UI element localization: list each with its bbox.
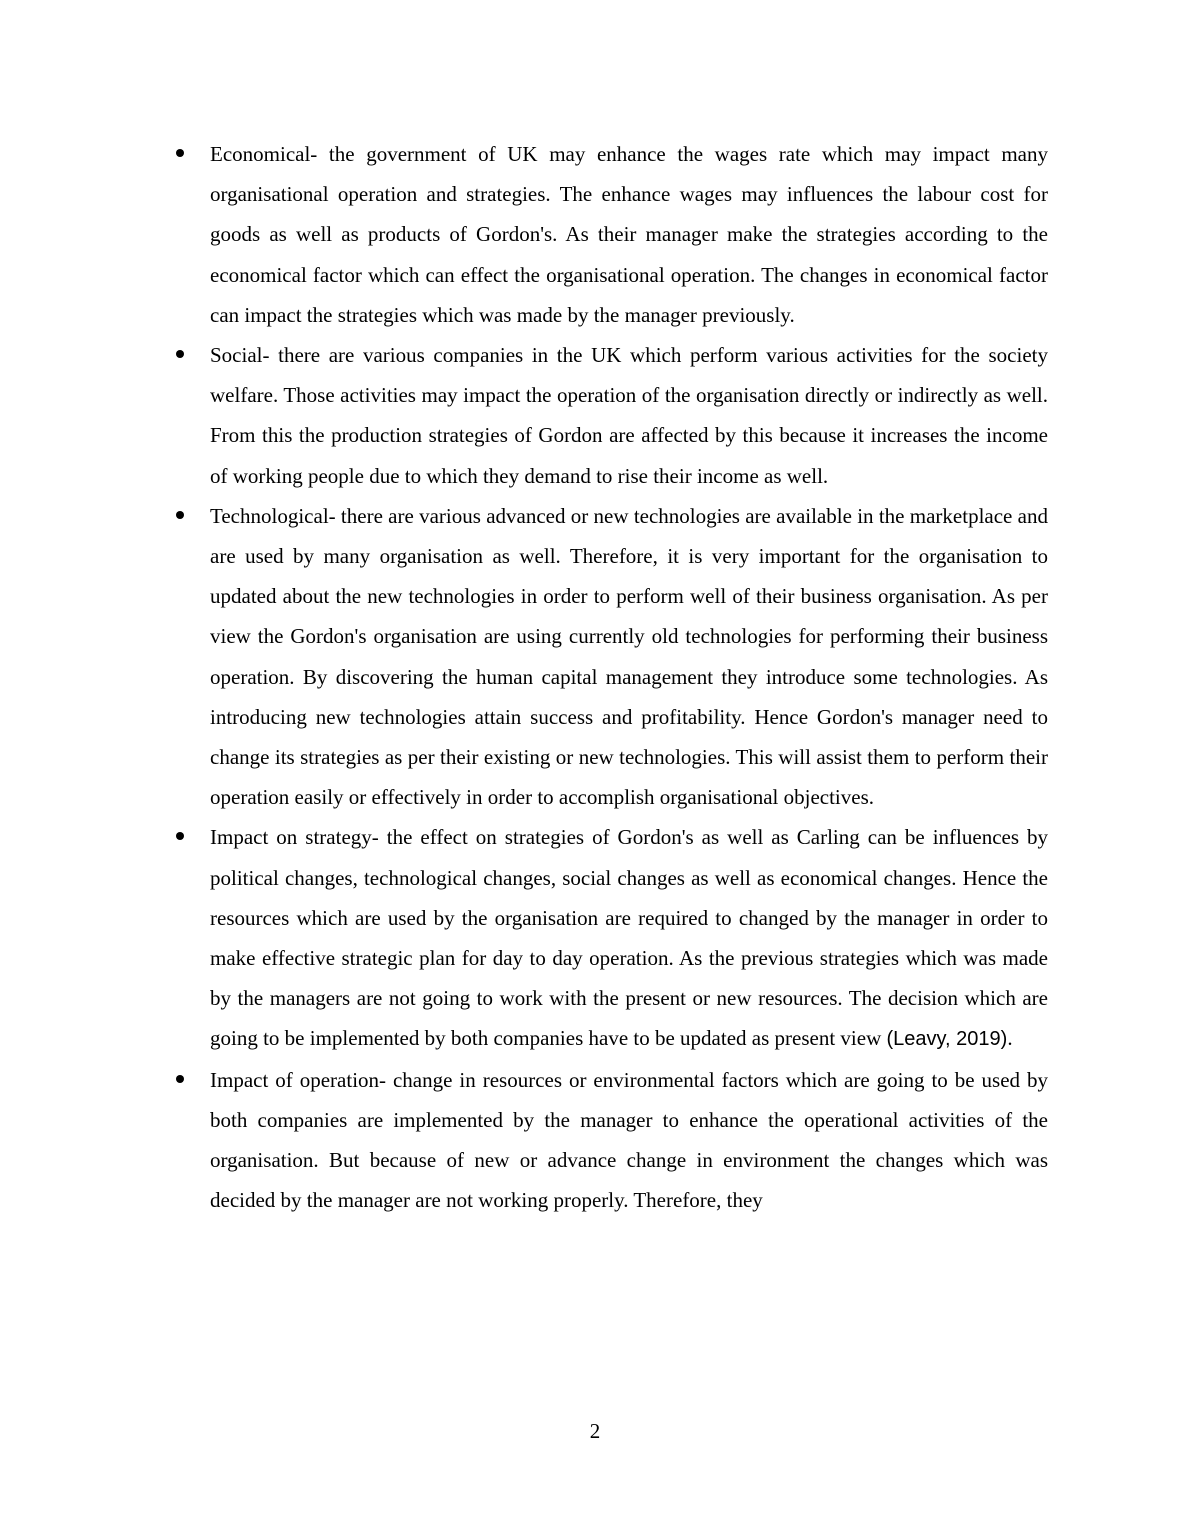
list-item-text-with-citation: [210, 817, 1048, 1059]
list-item-text: Impact of operation- change in resources or environmental factors which are going to be used by both companies are implemented by the manager to enhance the operational activities of the organisation. But because of new or advance change in environment the changes which was decided by the manager are not working properly. Therefore, they: [210, 1067, 1048, 1213]
page-number: 2: [589, 1419, 601, 1443]
citation: (Leavy, 2019): [886, 1028, 1008, 1051]
list-item-text: Economical- the government of UK may enhance the wages rate which may impact many organisational operation and strategies. The enhance wages may influences the labour cost for goods as well as products of Gordon's. As their manager make the strategies according to the economical factor which can effect the organisational operation. The changes in economical factor can impact the strategies which was made by the manager previously.: [210, 142, 1048, 327]
list-item-impact-on-strategy: [210, 817, 1048, 1059]
list-item-impact-of-operation: [210, 1060, 1048, 1221]
bullet-icon: [176, 511, 184, 519]
bullet-icon: [176, 350, 184, 358]
bullet-icon: [176, 832, 184, 840]
list-item-text: Technological- there are various advanced or new technologies are available in the marketplace and are used by many organisation as well. Therefore, it is very important for the organisation to updated about the new technologies in order to perform well of their business organisation. As per view the Gordon's organisation are using currently old technologies for performing their business operation. By discovering the human capital management they introduce some technologies. As introducing new technologies attain success and profitability. Hence Gordon's manager need to change its strategies as per their existing or new technologies. This will assist them to perform their operation easily or effectively in order to accomplish organisational objectives.: [210, 503, 1048, 810]
bullet-list: [210, 134, 1048, 1220]
list-item-economical: [210, 134, 1048, 335]
citation-suffix: .: [1007, 1026, 1013, 1051]
list-item-text: Impact on strategy- the effect on strategies of Gordon's as well as Carling can be influences by political changes, technological changes, social changes as well as economical changes. Hence the resources which are used by the organisation are required to changed by the manager in order to make effective strategic plan for day to day operation. As the previous strategies which was made by the managers are not going to work with the present or new resources. The decision which are going to be implemented by both companies have to be updated as present view: [210, 825, 1048, 1051]
list-item-technological: [210, 496, 1048, 818]
bullet-icon: [176, 149, 184, 157]
list-item-text: Social- there are various companies in the UK which perform various activities for the society welfare. Those activities may impact the operation of the organisation directly or indirectly as well. From this the production strategies of Gordon are affected by this because it increases the income of working people due to which they demand to rise their income as well.: [210, 343, 1048, 488]
bullet-icon: [176, 1075, 184, 1083]
list-item-social: [210, 335, 1048, 496]
